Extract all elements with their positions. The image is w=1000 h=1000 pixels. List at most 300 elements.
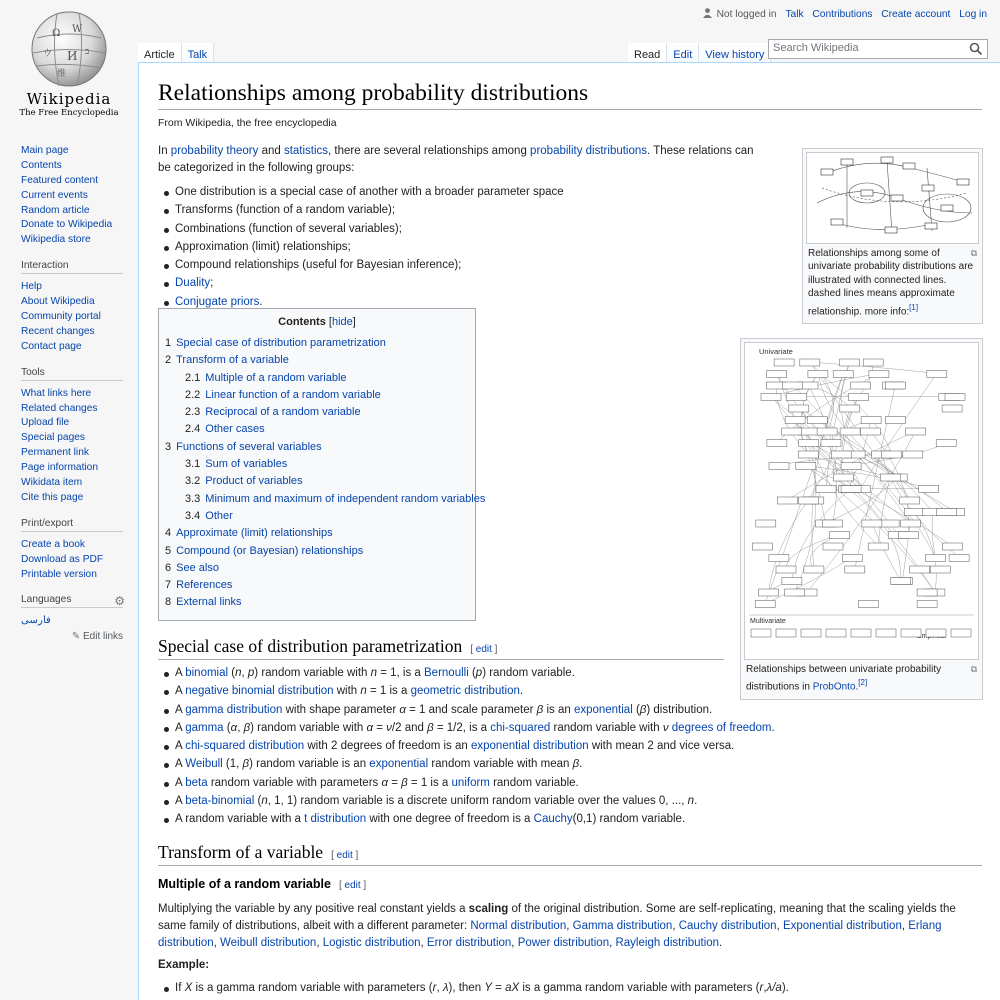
diagram-node <box>862 520 882 527</box>
diagram-node <box>785 417 805 424</box>
subsection-heading-text: Multiple of a random variable <box>158 877 331 891</box>
list-item: A gamma distribution with shape parameter α = 1 and scale parameter β is an exponential (β) distribution. <box>175 701 778 719</box>
link-weibull[interactable]: Weibull <box>185 758 223 771</box>
diagram-node <box>840 359 860 366</box>
scaling-paragraph: Multiplying the variable by any positive real constant yields a scaling of the original distribution. Some are self-replicating, meaning that the scaling yields the same family of distributions, albeit with a different parameter: Normal distribution, Gamma distribution, Cauchy distribution, Exponential distribution, Erlang distribution, Weibull distribution, Logistic distribution, Error distribution, Power distribution, Rayleigh distribution. <box>158 903 956 949</box>
diagram-node <box>767 371 787 378</box>
diagram-node <box>885 382 905 389</box>
diagram-node <box>917 601 937 608</box>
intro-text: In <box>158 145 171 157</box>
diagram-node <box>776 566 796 573</box>
toc-item[interactable] <box>165 577 469 594</box>
link-gamma-distribution[interactable]: Gamma distribution <box>572 920 673 932</box>
list-item: Duality; <box>175 274 758 292</box>
link-logistic-distribution[interactable]: Logistic distribution <box>322 937 421 949</box>
toc-item[interactable] <box>165 456 469 473</box>
diagram-node <box>885 417 905 424</box>
wikipedia-logo[interactable] <box>14 8 124 126</box>
diagram-node <box>942 405 962 412</box>
diagram-node <box>851 629 871 637</box>
diagram-node <box>831 451 851 458</box>
list-item: A binomial (n, p) random variable with n = 1, is a Bernoulli (p) random variable. <box>175 664 778 682</box>
sidebar-item-current-events[interactable]: Current events <box>21 189 88 201</box>
scaling-term: scaling <box>468 903 509 915</box>
edit-section-link[interactable]: edit <box>475 644 492 655</box>
groups-list <box>158 183 758 311</box>
toc-item-link[interactable]: Reciprocal of a random variable <box>205 406 361 419</box>
toc-item-number: 2.1 <box>185 371 201 384</box>
link-t-distribution[interactable]: t distribution <box>304 813 367 826</box>
diagram-node <box>776 629 796 637</box>
toc-item-link[interactable]: Linear function of a random variable <box>205 388 381 401</box>
toc-item-link[interactable]: Special case of distribution parametrization <box>176 337 386 349</box>
example-label: Example: <box>158 959 210 971</box>
diagram-node <box>849 394 869 401</box>
diagram-node <box>751 629 771 637</box>
personal-talk-link[interactable]: Talk <box>785 9 804 20</box>
diagram-node <box>861 417 881 424</box>
diagram-node <box>777 497 797 504</box>
diagram-edge <box>859 362 874 397</box>
link-beta[interactable]: beta <box>185 776 208 789</box>
list-item: A negative binomial distribution with n = 1 is a geometric distribution. <box>175 682 778 700</box>
reference-link[interactable]: [2] <box>858 678 868 688</box>
probonto-diagram-image <box>745 343 978 659</box>
link-exponential-distribution[interactable]: Exponential distribution <box>782 920 902 932</box>
sidebar-item-contents[interactable]: Contents <box>21 159 62 171</box>
thumbnail-image[interactable] <box>806 152 979 244</box>
list-item: A chi-squared distribution with 2 degrees of freedom is an exponential distribution with mean 2 and vice versa. <box>175 737 778 755</box>
tab-talk[interactable]: Talk <box>182 43 215 67</box>
sidebar-item-community-portal[interactable]: Community portal <box>21 311 101 323</box>
diagram-node <box>804 566 824 573</box>
sidebar-item-help[interactable]: Help <box>21 281 42 293</box>
link-exponential[interactable]: exponential <box>573 703 633 716</box>
toc-hide-link[interactable]: hide <box>331 316 353 328</box>
link-erlang-distribution[interactable]: Erlang distribution <box>158 920 942 949</box>
toc-item[interactable] <box>165 543 469 560</box>
diagram-edge <box>806 466 953 547</box>
search-icon[interactable] <box>969 42 983 56</box>
link-power-distribution[interactable]: Power distribution <box>517 937 610 949</box>
link-duality[interactable]: Duality <box>175 277 211 290</box>
toc-item-link[interactable]: Transform of a variable <box>176 354 289 367</box>
diagram-node <box>919 486 939 493</box>
diagram-node <box>901 520 921 527</box>
sidebar-item-store[interactable]: Wikipedia store <box>21 234 91 246</box>
sidebar-heading-print: Print/export <box>21 518 123 532</box>
toc-item[interactable] <box>165 352 469 369</box>
diagram-edge <box>765 558 852 604</box>
thumbnail-caption-text: Relationships between univariate probability distributions in <box>746 664 942 693</box>
edit-section[interactable]: [ edit ] <box>470 644 498 655</box>
namespace-tabs <box>138 38 214 62</box>
list-item: Compound relationships (useful for Bayesian inference); <box>175 256 758 274</box>
diagram-node <box>903 451 923 458</box>
toc-item-link[interactable]: Minimum and maximum of independent random variables <box>205 492 486 505</box>
link-geometric[interactable]: geometric distribution <box>410 685 520 698</box>
link-negative-binomial[interactable]: negative binomial distribution <box>185 685 334 698</box>
toc-item-link[interactable]: Functions of several variables <box>176 440 322 453</box>
sidebar-item-special-pages[interactable]: Special pages <box>21 432 86 444</box>
example-list <box>158 979 978 997</box>
diagram-node <box>755 601 775 608</box>
list-item: A beta random variable with parameters α = β = 1 is a uniform random variable. <box>175 774 778 792</box>
sidebar-tools <box>0 367 138 506</box>
section-heading-text: Special case of distribution parametrization <box>158 636 463 656</box>
sidebar-item-recent-changes[interactable]: Recent changes <box>21 325 95 337</box>
diagram-node <box>796 463 816 470</box>
diagram-node <box>761 394 781 401</box>
diagram-node <box>898 532 918 539</box>
toc-item-link[interactable]: External links <box>176 596 242 609</box>
link-bernoulli[interactable]: Bernoulli <box>424 667 469 679</box>
link-chi-squared-distribution[interactable]: chi-squared distribution <box>185 740 305 753</box>
edit-section-link[interactable]: edit <box>344 880 361 891</box>
edit-section-link[interactable]: edit <box>336 850 353 861</box>
page-subtitle: From Wikipedia, the free encyclopedia <box>158 117 337 129</box>
special-cases-list <box>158 664 778 829</box>
link-probonto[interactable]: ProbOnto <box>812 681 856 693</box>
toc-item-number: 2 <box>165 354 172 367</box>
diagram-node <box>752 543 772 550</box>
diagram-node <box>841 486 861 493</box>
svg-text:维: 维 <box>57 69 67 79</box>
diagram-node <box>782 578 802 585</box>
sidebar-item-upload-file[interactable]: Upload file <box>21 417 70 429</box>
list-item: Conjugate priors. <box>175 293 758 311</box>
diagram-node <box>904 509 924 516</box>
list-item: Approximation (limit) relationships; <box>175 238 758 256</box>
diagram-node <box>930 566 950 573</box>
logo-wordmark: Wikipedia <box>26 90 112 108</box>
link-degrees-of-freedom[interactable]: degrees of freedom <box>671 721 772 734</box>
diagram-node <box>936 509 956 516</box>
thumbnail-relationships <box>802 148 983 324</box>
diagram-node <box>769 555 789 562</box>
toc-item-link[interactable]: Other cases <box>205 423 265 436</box>
intro-paragraph <box>158 143 758 177</box>
toc-title <box>165 316 469 328</box>
toc-item[interactable] <box>165 387 469 404</box>
list-item: A beta-binomial (n, 1, 1) random variable is a discrete uniform random variable over the values 0, ..., n. <box>175 792 778 810</box>
section-heading <box>158 636 724 660</box>
link-probability-distributions[interactable]: probability distributions <box>530 145 648 157</box>
diagram-node <box>936 440 956 447</box>
toc-item-number: 4 <box>165 527 172 540</box>
diagram-node <box>851 382 871 389</box>
diagram-node <box>798 497 818 504</box>
diagram-node <box>807 417 827 424</box>
personal-tools <box>697 8 987 20</box>
list-item: A random variable with a t distribution with one degree of freedom is a Cauchy(0,1) random variable. <box>175 810 778 828</box>
content-area <box>138 62 1000 1000</box>
diagram-node <box>926 629 946 637</box>
thumbnail-caption-text: Relationships among some of univariate probability distributions are illustrated with connected lines. dashed lines means approximate relationship. more info: <box>808 248 974 317</box>
thumbnail-caption: ⧉ Relationships between univariate probability distributions in ProbOnto.[2] <box>746 664 977 693</box>
diagram-node <box>756 520 776 527</box>
diagram-edge <box>870 431 909 535</box>
diagram-node <box>808 371 828 378</box>
languages-heading-label: Languages <box>21 594 72 606</box>
sidebar-item-wikidata-item[interactable]: Wikidata item <box>21 477 83 489</box>
diagram-node <box>789 405 809 412</box>
diagram-node <box>868 543 888 550</box>
diagram-node <box>799 440 819 447</box>
link-error-distribution[interactable]: Error distribution <box>426 937 512 949</box>
diagram-node <box>823 543 843 550</box>
tab-view-history[interactable]: View history <box>699 43 771 67</box>
diagram-node <box>949 555 969 562</box>
sidebar-item-donate[interactable]: Donate to Wikipedia <box>21 219 113 231</box>
diagram-node <box>834 474 854 481</box>
sidebar-item-cite-this-page[interactable]: Cite this page <box>21 491 84 503</box>
link-rayleigh-distribution[interactable]: Rayleigh distribution <box>615 937 720 949</box>
sidebar-item-random-article[interactable]: Random article <box>21 204 90 216</box>
gear-icon[interactable]: ⚙ <box>114 594 125 609</box>
diagram-node <box>951 629 971 637</box>
toc-item[interactable] <box>165 404 469 421</box>
diagram-node <box>880 474 900 481</box>
sidebar-navigation <box>0 144 138 248</box>
edit-links-label: Edit links <box>82 631 123 643</box>
diagram-node <box>798 451 818 458</box>
link-exponential[interactable]: exponential <box>369 758 429 771</box>
diagram-node <box>783 382 803 389</box>
toc-item-link[interactable]: Approximate (limit) relationships <box>176 527 333 540</box>
intro-text: , there are several relationships among <box>328 145 531 157</box>
link-uniform[interactable]: uniform <box>451 776 490 789</box>
diagram-node <box>833 371 853 378</box>
toc-hide[interactable]: [hide] <box>328 316 356 328</box>
thumbnail-probonto <box>740 338 983 700</box>
reference-link[interactable]: [1] <box>909 302 919 312</box>
thumbnail-caption <box>806 244 979 320</box>
svg-text:Ω: Ω <box>52 28 61 39</box>
toc-list <box>165 335 486 612</box>
toc-item[interactable] <box>165 525 469 542</box>
sidebar-languages <box>0 594 138 642</box>
diagram-node <box>891 578 911 585</box>
toc-item-number: 6 <box>165 561 172 574</box>
sidebar-item-page-information[interactable]: Page information <box>21 462 99 474</box>
sidebar-item-contact[interactable]: Contact page <box>21 340 82 352</box>
log-in-link[interactable]: Log in <box>959 9 987 20</box>
user-icon <box>703 9 715 20</box>
edit-section[interactable]: [ edit ] <box>338 880 367 891</box>
sidebar <box>0 140 138 654</box>
enlarge-icon[interactable]: ⧉ <box>970 664 977 674</box>
diagram-label-univariate: Univariate <box>759 347 793 356</box>
diagram-node <box>826 629 846 637</box>
diagram-node <box>800 359 820 366</box>
toc-item[interactable] <box>165 491 486 508</box>
diagram-node <box>816 486 836 493</box>
svg-text:И: И <box>67 49 78 63</box>
toc-item[interactable] <box>165 439 469 456</box>
link-conjugate-priors[interactable]: Conjugate priors <box>175 295 260 308</box>
diagram-node <box>845 566 865 573</box>
diagram-node <box>945 394 965 401</box>
diagram-node <box>927 371 947 378</box>
section-heading <box>158 842 982 866</box>
sidebar-heading-tools: Tools <box>21 367 123 381</box>
toc-item[interactable] <box>165 560 469 577</box>
diagram-node <box>830 532 850 539</box>
toc-item-number: 2.4 <box>185 423 201 436</box>
svg-text:ウ: ウ <box>43 49 53 59</box>
sidebar-item-featured-content[interactable]: Featured content <box>21 174 99 186</box>
toc-item-link[interactable]: Other <box>205 509 233 522</box>
search-placeholder: Search Wikipedia <box>773 42 859 54</box>
list-item: If X is a gamma random variable with parameters (r, λ), then Y = aX is a gamma random variable with parameters (r,λ/a). <box>175 979 978 997</box>
sidebar-item-permanent-link[interactable]: Permanent link <box>21 447 89 459</box>
link-beta-binomial[interactable]: beta-binomial <box>185 795 255 808</box>
toc-item-number: 3.3 <box>185 492 201 505</box>
puzzle-globe-icon <box>27 8 111 88</box>
sidebar-item-about[interactable]: About Wikipedia <box>21 296 95 308</box>
diagram-node <box>840 405 860 412</box>
diagram-node <box>910 566 930 573</box>
diagram-node <box>906 428 926 435</box>
diagram-node <box>786 394 806 401</box>
diagram-node <box>917 589 937 596</box>
diagram-node <box>882 451 902 458</box>
not-logged-in-text: Not logged in <box>716 9 777 20</box>
toc-item-number: 7 <box>165 579 172 592</box>
tab-read[interactable]: Read <box>628 43 667 67</box>
toc-item-link[interactable]: Sum of variables <box>205 458 288 471</box>
toc-item[interactable] <box>165 594 469 611</box>
toc-item-number: 3.2 <box>185 475 201 488</box>
diagram-node <box>774 359 794 366</box>
edit-section[interactable]: [ edit ] <box>331 850 359 861</box>
diagram-node <box>901 629 921 637</box>
intro <box>158 143 758 311</box>
sidebar-item-main-page[interactable]: Main page <box>21 145 69 156</box>
toc-item-link[interactable]: Product of variables <box>205 475 303 488</box>
logo-tagline: The Free Encyclopedia <box>19 108 119 118</box>
sidebar-print-export <box>0 518 138 583</box>
toc-item-number: 3.4 <box>185 509 201 522</box>
sidebar-item-what-links-here[interactable]: What links here <box>21 387 92 399</box>
diagram-node <box>869 371 889 378</box>
diagram-edge <box>786 535 840 570</box>
toc-item-number: 3.1 <box>185 458 201 471</box>
toc-item[interactable] <box>165 473 469 490</box>
enlarge-icon[interactable]: ⧉ <box>970 248 977 258</box>
toc-item[interactable] <box>165 508 469 525</box>
diagram-node <box>942 543 962 550</box>
diagram-node <box>863 359 883 366</box>
diagram-edge <box>855 454 935 558</box>
link-weibull-distribution[interactable]: Weibull distribution <box>220 937 317 949</box>
diagram-node <box>801 629 821 637</box>
toc-item-number: 2.3 <box>185 406 201 419</box>
diagram-node <box>785 589 805 596</box>
link-chi-squared[interactable]: chi-squared <box>490 721 551 734</box>
contributions-link[interactable]: Contributions <box>812 9 873 20</box>
toc-item-link[interactable]: Multiple of a random variable <box>205 371 347 384</box>
toc-title-label: Contents <box>278 316 326 328</box>
link-normal-distribution[interactable]: Normal distribution <box>470 920 567 932</box>
toc-item-number: 3 <box>165 440 172 453</box>
diagram-node <box>841 463 861 470</box>
svg-text:ב: ב <box>85 47 90 57</box>
toc-item-link[interactable]: References <box>176 579 233 592</box>
diagram-node <box>782 428 802 435</box>
link-probability-theory[interactable]: probability theory <box>170 145 259 157</box>
diagram-node <box>823 520 843 527</box>
intro-text: . These relations can be categorized in the following groups: <box>158 145 754 174</box>
toc-item-link[interactable]: Compound (or Bayesian) relationships <box>176 544 364 557</box>
intro-text: and <box>258 145 284 157</box>
list-item: A gamma (α, β) random variable with α = ν/2 and β = 1/2, is a chi-squared random variable with ν degrees of freedom. <box>175 719 778 737</box>
tab-article[interactable]: Article <box>138 43 182 67</box>
toc-item[interactable] <box>165 335 469 352</box>
diagram-node <box>926 555 946 562</box>
table-of-contents <box>158 308 486 621</box>
create-account-link[interactable]: Create account <box>881 9 951 20</box>
diagram-node <box>767 440 787 447</box>
diagram-node <box>842 555 862 562</box>
distribution-graph-image <box>807 153 978 243</box>
diagram-node <box>759 589 779 596</box>
list-item: Transforms (function of a random variable); <box>175 201 758 219</box>
sidebar-interaction <box>0 260 138 354</box>
sidebar-heading-interaction: Interaction <box>21 260 123 274</box>
sidebar-heading-languages <box>21 594 123 608</box>
sidebar-item-language[interactable]: فارسی <box>21 615 51 627</box>
sidebar-item-download-pdf[interactable]: Download as PDF <box>21 553 104 565</box>
diagram-node <box>900 497 920 504</box>
diagram-node <box>817 428 837 435</box>
tab-edit[interactable]: Edit <box>667 43 699 67</box>
diagram-node <box>860 428 880 435</box>
link-binomial[interactable]: binomial <box>185 667 229 679</box>
link-exponential-distribution[interactable]: exponential distribution <box>470 740 589 753</box>
diagram-node <box>876 629 896 637</box>
link-gamma[interactable]: gamma <box>185 721 224 734</box>
toc-item-link[interactable]: See also <box>176 561 219 574</box>
section-heading-text: Transform of a variable <box>158 842 324 862</box>
edit-links[interactable] <box>21 631 123 642</box>
toc-item-number: 1 <box>165 337 172 349</box>
pencil-icon: ✎ <box>71 631 81 643</box>
list-item: One distribution is a special case of another with a broader parameter space <box>175 183 758 201</box>
toc-item-number: 8 <box>165 596 172 609</box>
view-tabs <box>628 38 771 62</box>
link-statistics[interactable]: statistics <box>283 145 329 157</box>
list-item: A Weibull (1, β) random variable is an exponential random variable with mean β. <box>175 755 778 773</box>
sidebar-item-printable-version[interactable]: Printable version <box>21 568 97 580</box>
toc-item-number: 5 <box>165 544 172 557</box>
link-cauchy[interactable]: Cauchy <box>533 813 573 826</box>
link-cauchy-distribution[interactable]: Cauchy distribution <box>678 920 777 932</box>
sidebar-item-related-changes[interactable]: Related changes <box>21 402 98 414</box>
diagram-node <box>858 601 878 608</box>
search-input[interactable] <box>768 39 988 59</box>
subsection-heading <box>158 877 366 891</box>
link-gamma-distribution[interactable]: gamma distribution <box>185 703 283 716</box>
toc-item[interactable] <box>165 370 469 387</box>
thumbnail-image[interactable] <box>744 342 979 660</box>
sidebar-item-create-book[interactable]: Create a book <box>21 538 85 550</box>
toc-item[interactable] <box>165 421 469 438</box>
toc-item-number: 2.2 <box>185 388 201 401</box>
svg-text:W: W <box>72 24 83 35</box>
diagram-node <box>769 463 789 470</box>
